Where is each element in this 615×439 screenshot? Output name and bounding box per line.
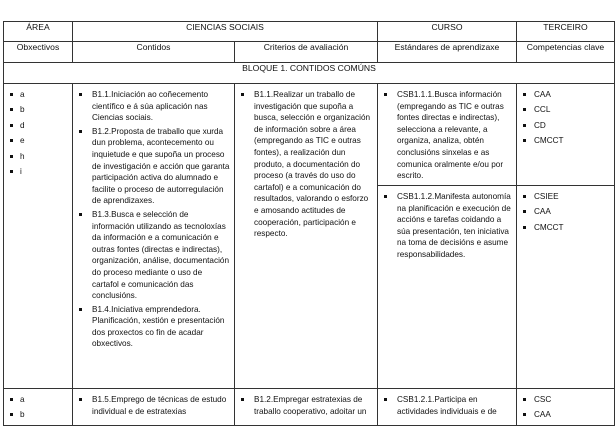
list-item: CSB1.2.1.Participa en actividades individuais e de <box>384 394 513 417</box>
list-item: B1.1.Realizar un traballo de investigación que supoña a busca, selección e organización de información sobre a área (empregando as TIC e outras fontes), a realización dun produto, a documentación do proceso (a través do uso do cartafol) e a comunicación do resultados, valorando o esforzo e amosando actitudes de cooperación, participación e respecto. <box>241 89 374 240</box>
standard-block-1 <box>378 84 516 186</box>
criteria-cell <box>235 84 378 389</box>
contents-list <box>73 84 234 350</box>
objectives-cell <box>4 389 73 426</box>
standards-list-2 <box>378 186 516 261</box>
list-item: CMCCT <box>523 135 611 147</box>
list-item: CCL <box>523 104 611 116</box>
criteria-cell <box>235 389 378 426</box>
list-item: B1.2.Proposta de traballo que xurda dun problema, acontecemento ou inquietude e que supoña un proceso de investigación e acción que garanta participación activa do alumnado e facilite o proceso de autorregulación de aprendizaxes. <box>79 126 231 207</box>
list-item: B1.5.Emprego de técnicas de estudo individual e de estratexias <box>79 394 231 417</box>
list-item: b <box>10 104 69 116</box>
curso-label-cell: CURSO <box>378 22 517 42</box>
list-item: B1.1.Iniciación ao coñecemento científico e á súa aplicación nas Ciencias sociais. <box>79 89 231 124</box>
list-item: CAA <box>523 89 611 101</box>
header-row <box>4 22 615 42</box>
list-item: e <box>10 135 69 147</box>
list-item: CSC <box>523 394 611 406</box>
contents-cell <box>73 84 235 389</box>
standards-cell <box>378 389 517 426</box>
competences-list-1 <box>517 84 614 147</box>
competences-list-2 <box>517 186 614 233</box>
criteria-list <box>235 389 377 417</box>
standards-list-1 <box>378 84 516 182</box>
bloque-title: BLOQUE 1. CONTIDOS COMÚNS <box>4 63 615 84</box>
table-row <box>4 84 615 389</box>
col-standards: Estándares de aprendizaxe <box>378 42 517 63</box>
standards-list <box>378 389 516 417</box>
objectives-list <box>4 389 72 421</box>
criteria-list <box>235 84 377 240</box>
bloque-row <box>4 63 615 84</box>
list-item: h <box>10 151 69 163</box>
competence-block-1 <box>517 84 614 186</box>
competences-list <box>517 389 614 421</box>
list-item: a <box>10 89 69 101</box>
list-item: CAA <box>523 409 611 421</box>
contents-list <box>73 389 234 417</box>
competences-cell <box>517 84 615 389</box>
list-item: CSIEE <box>523 191 611 203</box>
objectives-list <box>4 84 72 178</box>
column-header-row <box>4 42 615 63</box>
area-label-cell: ÁREA <box>4 22 73 42</box>
area-name-cell: CIENCIAS SOCIAIS <box>73 22 378 42</box>
col-competences: Competencias clave <box>517 42 615 63</box>
list-item: B1.2.Empregar estratexias de traballo cooperativo, adoitar un <box>241 394 374 417</box>
list-item: B1.3.Busca e selección de información utilizando as tecnoloxías da información e a comunicación e outras fontes (directas e indirectas), organización, análise, documentación do proceso mediante o uso de cartafol e comunicación das conclusións. <box>79 209 231 302</box>
col-objectives: Obxectivos <box>4 42 73 63</box>
objectives-cell <box>4 84 73 389</box>
list-item: b <box>10 409 69 421</box>
standards-cell <box>378 84 517 389</box>
list-item: i <box>10 166 69 178</box>
curriculum-table <box>3 21 615 426</box>
list-item: CD <box>523 120 611 132</box>
col-criteria: Criterios de avaliación <box>235 42 378 63</box>
list-item: CMCCT <box>523 222 611 234</box>
list-item: CAA <box>523 206 611 218</box>
list-item: d <box>10 120 69 132</box>
list-item: B1.4.Iniciativa emprendedora. Planificación, xestión e presentación dos proxectos co fin de acadar obxectivos. <box>79 304 231 350</box>
competences-cell <box>517 389 615 426</box>
curso-value-cell: TERCEIRO <box>517 22 615 42</box>
col-contents: Contidos <box>73 42 235 63</box>
table-row <box>4 389 615 426</box>
standard-block-2 <box>378 186 516 261</box>
list-item: CSB1.1.1.Busca información (empregando as TIC e outras fontes directas e indirectas), selecciona a relevante, a organiza, analiza, obtén conclusións sinxelas e as comunica oralmente e/ou por escrito. <box>384 89 513 182</box>
list-item: a <box>10 394 69 406</box>
competence-block-2 <box>517 186 614 233</box>
list-item: CSB1.1.2.Manifesta autonomía na planificación e execución de accións e tarefas coidando a súa presentación, ten iniciativa na toma de decisións e asume responsabilidades. <box>384 191 513 261</box>
contents-cell <box>73 389 235 426</box>
